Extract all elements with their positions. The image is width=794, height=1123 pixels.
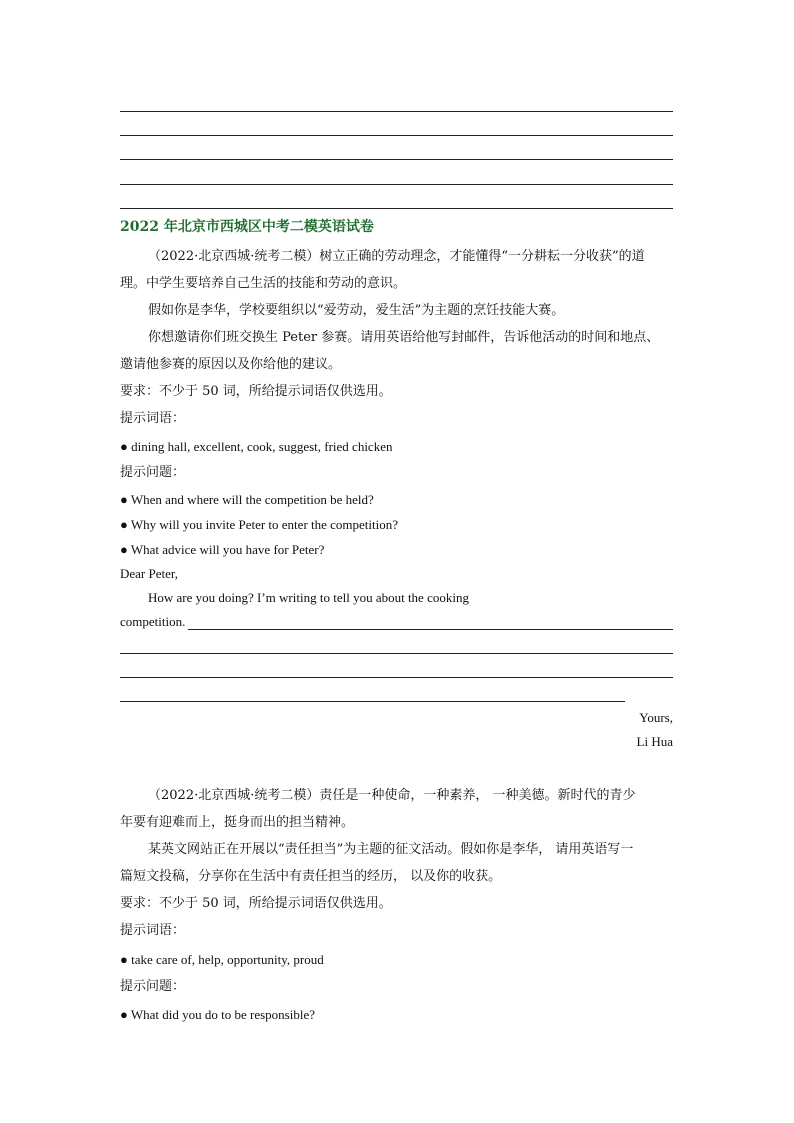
hint-question: ● What did you do to be responsible? bbox=[120, 1007, 315, 1022]
hint-questions-label: 提示问题： bbox=[120, 465, 186, 480]
letter-signature: Li Hua bbox=[636, 734, 673, 749]
hint-question: ● What advice will you have for Peter? bbox=[120, 542, 325, 557]
answer-line bbox=[120, 677, 673, 678]
answer-line bbox=[188, 629, 673, 630]
requirement-text: 要求：不少于 50 词，所给提示词语仅供选用。 bbox=[120, 384, 392, 399]
prompt-intro-line: （2022·北京西城·统考二模）树立正确的劳动理念，才能懂得“一分耕耘一分收获”的道 bbox=[148, 249, 645, 264]
hint-words-label: 提示词语： bbox=[120, 411, 186, 426]
letter-opening: How are you doing? I’m writing to tell you about the cooking bbox=[148, 590, 469, 605]
answer-line bbox=[120, 184, 673, 185]
prompt-intro-line: （2022·北京西城·统考二模）责任是一种使命，一种素养， 一种美德。新时代的青少 bbox=[148, 788, 636, 803]
prompt-paragraph: 篇短文投稿，分享你在生活中有责任担当的经历， 以及你的收获。 bbox=[120, 869, 502, 884]
requirement-text: 要求：不少于 50 词，所给提示词语仅供选用。 bbox=[120, 896, 392, 911]
letter-opening-cont: competition. bbox=[120, 614, 186, 629]
prompt-paragraph: 假如你是李华，学校要组织以“爱劳动，爱生活”为主题的烹饪技能大赛。 bbox=[148, 303, 565, 318]
prompt-intro-line: 年要有迎难而上，挺身而出的担当精神。 bbox=[120, 815, 355, 830]
answer-line bbox=[120, 701, 625, 702]
hint-question: ● When and where will the competition be held? bbox=[120, 492, 374, 507]
answer-line bbox=[120, 208, 673, 209]
answer-line bbox=[120, 159, 673, 160]
prompt-paragraph: 邀请他参赛的原因以及你给他的建议。 bbox=[120, 357, 342, 372]
answer-line bbox=[120, 653, 673, 654]
hint-words: ● dining hall, excellent, cook, suggest, fried chicken bbox=[120, 439, 393, 454]
answer-line bbox=[120, 135, 673, 136]
prompt-intro-line: 理。中学生要培养自己生活的技能和劳动的意识。 bbox=[120, 276, 407, 291]
answer-line bbox=[120, 111, 673, 112]
letter-closing: Yours, bbox=[639, 710, 673, 725]
exam-title: 2022 年北京市西城区中考二模英语试卷 bbox=[120, 219, 374, 235]
hint-words: ● take care of, help, opportunity, proud bbox=[120, 952, 324, 967]
prompt-paragraph: 你想邀请你们班交换生 Peter 参赛。请用英语给他写封邮件，告诉他活动的时间和地点、 bbox=[148, 330, 660, 345]
hint-question: ● Why will you invite Peter to enter the competition? bbox=[120, 517, 399, 532]
prompt-paragraph: 某英文网站正在开展以“责任担当”为主题的征文活动。假如你是李华， 请用英语写一 bbox=[148, 842, 634, 857]
hint-words-label: 提示词语： bbox=[120, 923, 186, 938]
hint-questions-label: 提示问题： bbox=[120, 979, 186, 994]
letter-greeting: Dear Peter, bbox=[120, 566, 178, 581]
